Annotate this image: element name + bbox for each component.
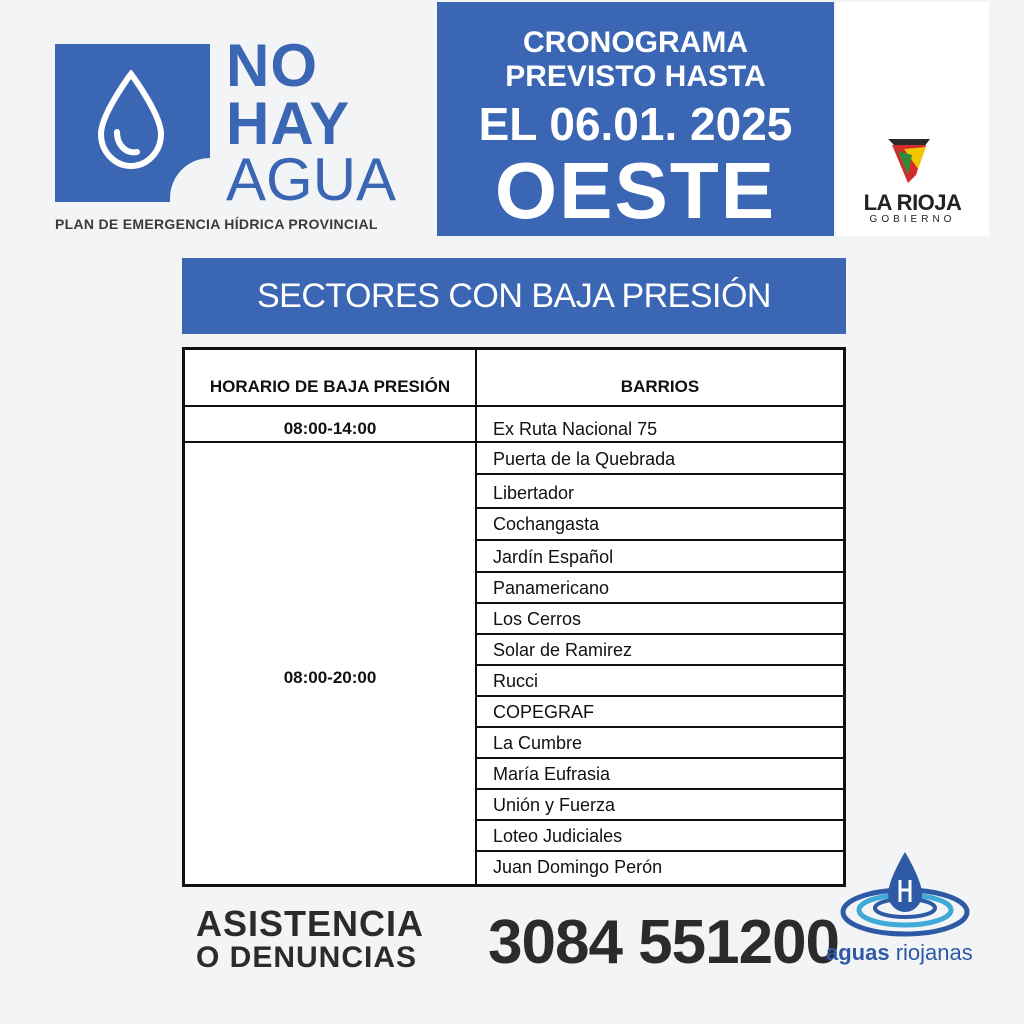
banner-date: EL 06.01. 2025 (478, 98, 793, 150)
table-column-divider (475, 350, 477, 884)
aguas-riojanas-logo-icon (840, 850, 970, 940)
logo-line-agua: AGUA (226, 146, 397, 213)
water-drop-icon (95, 70, 167, 170)
plan-tagline: PLAN DE EMERGENCIA HÍDRICA PROVINCIAL (55, 216, 378, 232)
logo-line-hay: HAY (226, 90, 351, 157)
table-row: Los Cerros (493, 609, 582, 629)
header-divider (185, 405, 843, 407)
brand-bold: aguas (826, 940, 890, 965)
la-rioja-emblem-icon (886, 135, 932, 185)
table-row: Puerta de la Quebrada (493, 449, 676, 469)
table-row: La Cumbre (493, 733, 583, 753)
la-rioja-name: LA RIOJA (863, 190, 962, 215)
banner-line-2: PREVISTO HASTA (505, 60, 766, 93)
table-row: Ex Ruta Nacional 75 (493, 419, 658, 439)
table-row: Solar de Ramirez (493, 640, 633, 660)
table-row: COPEGRAF (493, 702, 595, 722)
aguas-riojanas-brand (826, 940, 973, 966)
header-horario: HORARIO DE BAJA PRESIÓN (209, 377, 451, 396)
table-row: Rucci (493, 671, 539, 691)
phone-number[interactable]: 3084 551200 (488, 908, 840, 977)
logo-line-no: NO (226, 32, 318, 99)
table-row: Unión y Fuerza (493, 795, 616, 815)
group-divider (185, 441, 843, 443)
time-cell-1: 08:00-14:00 (283, 419, 377, 438)
table-row: Panamericano (493, 578, 610, 598)
section-title: SECTORES CON BAJA PRESIÓN (182, 258, 846, 334)
banner-line-1: CRONOGRAMA (523, 26, 748, 59)
header-barrios: BARRIOS (620, 377, 700, 396)
time-cell-2: 08:00-20:00 (283, 668, 377, 687)
brand-light: riojanas (895, 940, 973, 965)
table-row: María Eufrasia (493, 764, 611, 784)
la-rioja-box (836, 2, 989, 236)
table-row: Libertador (493, 483, 575, 503)
schedule-banner (437, 2, 834, 236)
assist-line-2: O DENUNCIAS (196, 941, 418, 974)
table-row: Juan Domingo Perón (493, 857, 663, 877)
assist-line-1: ASISTENCIA (196, 903, 425, 944)
banner-zone: OESTE (494, 146, 777, 235)
table-row: Loteo Judiciales (493, 826, 623, 846)
la-rioja-sub: GOBIERNO (869, 214, 956, 225)
schedule-table (182, 347, 846, 887)
table-row: Cochangasta (493, 514, 600, 534)
table-row: Jardín Español (493, 547, 614, 567)
